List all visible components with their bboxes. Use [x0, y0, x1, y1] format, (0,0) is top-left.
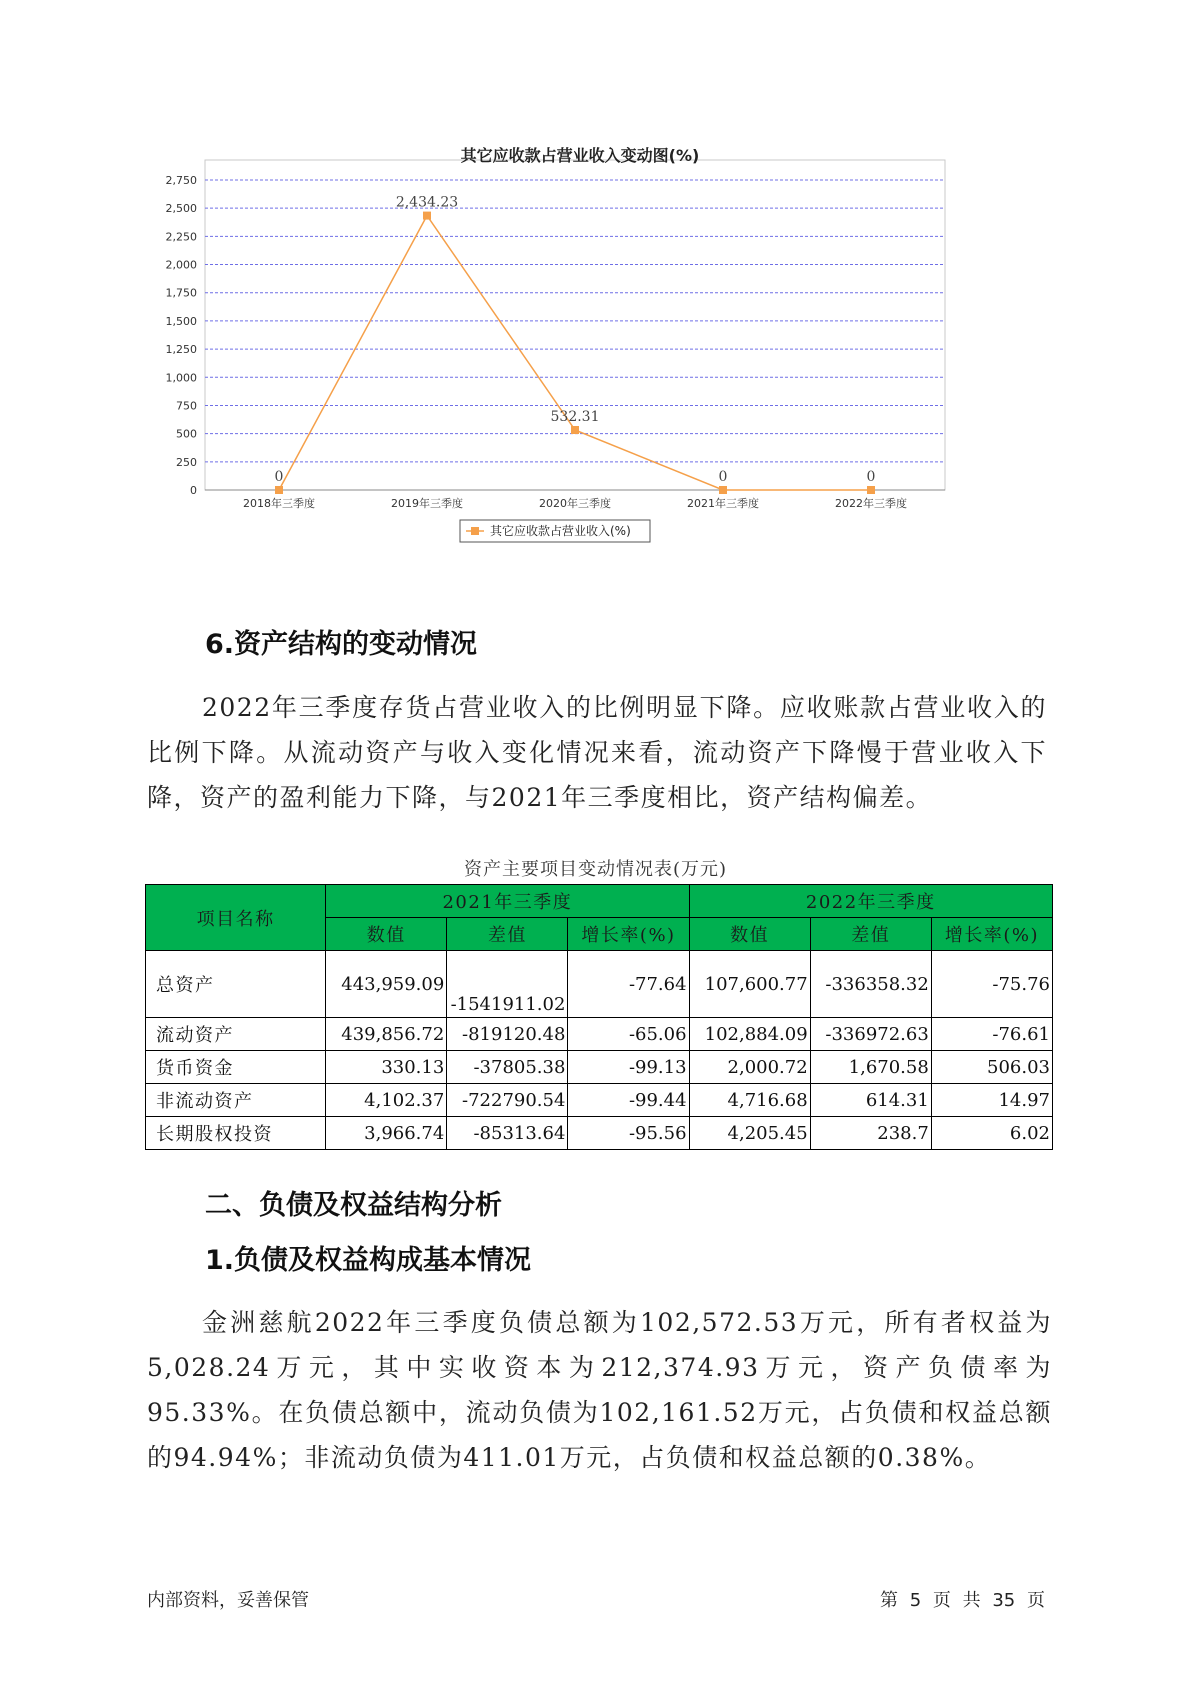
line-chart	[140, 135, 1020, 595]
y-tick-label: 1,750	[165, 286, 197, 300]
cell-growth: -95.56	[568, 1117, 689, 1150]
y-tick-label: 2,500	[165, 202, 197, 216]
row-name: 货币资金	[146, 1051, 326, 1084]
y-tick-label: 750	[176, 399, 197, 413]
y-tick-label: 2,000	[165, 258, 197, 272]
cell-growth: 14.97	[931, 1084, 1052, 1117]
header-period-2021: 2021年三季度	[326, 885, 689, 918]
header-period-2022: 2022年三季度	[689, 885, 1052, 918]
legend-label: 其它应收款占营业收入(%)	[490, 524, 631, 538]
cell-diff: -1541911.02	[447, 951, 568, 1018]
cell-value: 107,600.77	[689, 951, 810, 1018]
row-name: 非流动资产	[146, 1084, 326, 1117]
section-title: 6.资产结构的变动情况	[205, 629, 478, 660]
data-point	[719, 486, 727, 494]
cell-diff: 1,670.58	[810, 1051, 931, 1084]
table-row	[146, 1051, 1053, 1084]
subheader-value: 数值	[326, 918, 447, 951]
y-tick-label: 500	[176, 427, 197, 441]
subheader-growth: 增长率(%)	[568, 918, 689, 951]
cell-value: 443,959.09	[326, 951, 447, 1018]
y-tick-label: 0	[190, 484, 197, 497]
subheader-diff: 差值	[447, 918, 568, 951]
cell-diff: -819120.48	[447, 1018, 568, 1051]
cell-growth: -77.64	[568, 951, 689, 1018]
data-label: 532.31	[550, 408, 600, 425]
y-tick-label: 1,250	[165, 343, 197, 357]
subheader-growth: 增长率(%)	[931, 918, 1052, 951]
x-tick-label: 2020年三季度	[539, 497, 611, 510]
cell-diff: 614.31	[810, 1084, 931, 1117]
table-row	[146, 951, 1053, 1018]
cell-diff: -336358.32	[810, 951, 931, 1018]
row-name: 长期股权投资	[146, 1117, 326, 1150]
data-point	[275, 486, 283, 494]
data-label: 0	[866, 469, 876, 485]
cell-growth: -75.76	[931, 951, 1052, 1018]
x-tick-label: 2022年三季度	[835, 497, 907, 510]
cell-diff: -37805.38	[447, 1051, 568, 1084]
row-name: 总资产	[146, 951, 326, 1018]
cell-value: 439,856.72	[326, 1018, 447, 1051]
y-tick-label: 1,500	[165, 314, 197, 328]
subheader-value: 数值	[689, 918, 810, 951]
cell-value: 4,102.37	[326, 1084, 447, 1117]
table-row	[146, 1018, 1053, 1051]
subsection-title: 1.负债及权益构成基本情况	[205, 1245, 532, 1276]
cell-diff: 238.7	[810, 1117, 931, 1150]
subheader-diff: 差值	[810, 918, 931, 951]
cell-value: 3,966.74	[326, 1117, 447, 1150]
cell-diff: -85313.64	[447, 1117, 568, 1150]
data-point	[867, 486, 875, 494]
y-tick-label: 2,250	[165, 230, 197, 244]
cell-value: 2,000.72	[689, 1051, 810, 1084]
table-header-row	[146, 885, 1053, 918]
chart-title: 其它应收款占营业收入变动图(%)	[460, 146, 700, 165]
plot-area	[205, 160, 945, 490]
x-tick-label: 2018年三季度	[243, 497, 315, 510]
data-label: 0	[718, 469, 728, 485]
table-row	[146, 1117, 1053, 1150]
asset-table	[145, 884, 1053, 1150]
section-paragraph: 2022年三季度存货占营业收入的比例明显下降。应收账款占营业收入的比例下降。从流动资产与收入变化情况来看，流动资产下降慢于营业收入下降，资产的盈利能力下降，与2021年三季度相比，资产结构偏差。	[147, 693, 1047, 812]
cell-growth: 6.02	[931, 1117, 1052, 1150]
cell-growth: -76.61	[931, 1018, 1052, 1051]
y-tick-label: 1,000	[165, 371, 197, 385]
cell-growth: -99.13	[568, 1051, 689, 1084]
data-point	[423, 212, 431, 220]
row-name: 流动资产	[146, 1018, 326, 1051]
cell-diff: -722790.54	[447, 1084, 568, 1117]
series-line	[279, 216, 871, 490]
cell-value: 102,884.09	[689, 1018, 810, 1051]
header-item-name: 项目名称	[146, 885, 326, 951]
cell-value: 4,205.45	[689, 1117, 810, 1150]
footer-page-number: 第 5 页 共 35 页	[880, 1590, 1045, 1611]
y-tick-label: 2,750	[165, 174, 197, 187]
chart-canvas	[140, 135, 1020, 595]
data-point	[571, 426, 579, 434]
cell-growth: 506.03	[931, 1051, 1052, 1084]
cell-growth: -99.44	[568, 1084, 689, 1117]
x-tick-label: 2019年三季度	[391, 497, 463, 510]
section-title: 二、负债及权益结构分析	[205, 1190, 502, 1221]
cell-growth: -65.06	[568, 1018, 689, 1051]
data-label: 0	[274, 469, 284, 485]
table-caption: 资产主要项目变动情况表(万元)	[463, 859, 728, 880]
x-tick-label: 2021年三季度	[687, 497, 759, 510]
y-tick-label: 250	[176, 455, 197, 469]
cell-value: 330.13	[326, 1051, 447, 1084]
data-label: 2,434.23	[395, 194, 459, 211]
cell-value: 4,716.68	[689, 1084, 810, 1117]
cell-diff: -336972.63	[810, 1018, 931, 1051]
section-paragraph: 金洲慈航2022年三季度负债总额为102,572.53万元，所有者权益为5,028.24万元，其中实收资本为212,374.93万元，资产负债率为95.33%。在负债总额中，流动负债为102,161.52万元，占负债和权益总额的94.94%；非流动负债为411.01万元，占负债和权益总额的0.38%。	[147, 1308, 1052, 1472]
legend-marker	[471, 527, 479, 535]
footer-confidential-note: 内部资料，妥善保管	[147, 1590, 309, 1611]
table-row	[146, 1084, 1053, 1117]
